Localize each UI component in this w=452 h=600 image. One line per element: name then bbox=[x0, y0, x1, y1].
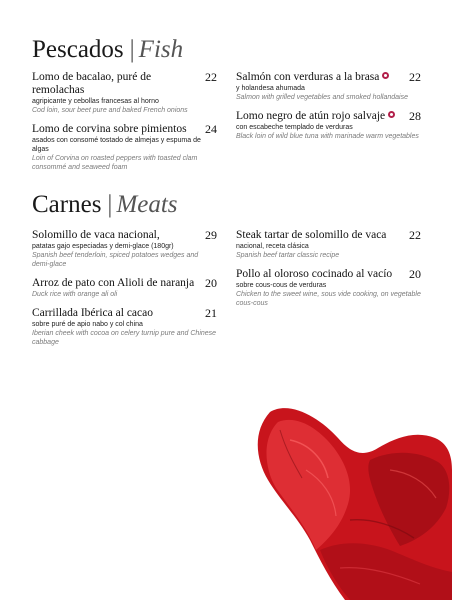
dish-price: 22 bbox=[409, 70, 421, 84]
meats-left-column bbox=[32, 229, 217, 355]
menu-item bbox=[236, 268, 421, 308]
dish-price: 29 bbox=[205, 228, 217, 242]
dish-translation: Iberian cheek with cocoa on celery turnip pure and Chinese cabbage bbox=[32, 330, 217, 346]
section-title-en: Meats bbox=[116, 191, 178, 218]
dish-name: Pollo al oloroso cocinado al vacío bbox=[236, 268, 393, 280]
section-title-meats bbox=[32, 191, 178, 219]
dish-description: y holandesa ahumada bbox=[236, 85, 305, 92]
menu-item bbox=[32, 71, 217, 115]
section-title-en: Fish bbox=[138, 36, 184, 63]
dish-translation: Chicken to the sweet wine, sous vide cooking, on vegetable cous-cous bbox=[236, 291, 421, 307]
dish-price: 20 bbox=[205, 276, 217, 290]
title-separator: | bbox=[129, 36, 135, 63]
dish-name: Solomillo de vaca nacional, bbox=[32, 229, 160, 241]
dish-name: Lomo de corvina sobre pimientos bbox=[32, 123, 187, 135]
meats-right-column bbox=[236, 229, 421, 316]
dish-translation: Salmon with grilled vegetables and smoked hollandaise bbox=[236, 94, 408, 101]
fish-right-column bbox=[236, 71, 421, 149]
menu-item bbox=[32, 277, 217, 299]
dish-translation: Spanish beef tenderloin, spiced potatoes wedges and demi-glace bbox=[32, 252, 199, 268]
section-title-es: Pescados bbox=[32, 36, 124, 63]
house-special-icon bbox=[388, 111, 395, 118]
dish-price: 21 bbox=[205, 306, 217, 320]
dish-name: Arroz de pato con Alioli de naranja bbox=[32, 277, 195, 289]
dish-translation: Black loin of wild blue tuna with marinade warm vegetables bbox=[236, 133, 419, 140]
section-title-fish bbox=[32, 36, 183, 64]
menu-item bbox=[32, 229, 217, 269]
dish-name-text: Lomo negro de atún rojo salvaje bbox=[236, 110, 386, 122]
dish-price: 20 bbox=[409, 267, 421, 281]
dish-description: sobre cous-cous de verduras bbox=[236, 282, 327, 289]
menu-item bbox=[32, 307, 217, 347]
dish-description: asados con consomé tostado de almejas y espuma de algas bbox=[32, 137, 201, 153]
dish-description: patatas gajo especiadas y demi-glace (180gr) bbox=[32, 243, 174, 250]
section-title-es: Carnes bbox=[32, 191, 102, 218]
house-special-icon bbox=[382, 72, 389, 79]
fish-left-column bbox=[32, 71, 217, 180]
dish-description: sobre puré de apio nabo y col china bbox=[32, 321, 143, 328]
dish-name-text: Salmón con verduras a la brasa bbox=[236, 71, 380, 83]
menu-item bbox=[236, 110, 421, 141]
dish-name bbox=[236, 71, 421, 84]
dish-name: Carrillada Ibérica al cacao bbox=[32, 307, 153, 319]
menu-item bbox=[236, 229, 421, 260]
dish-name: Lomo de bacalao, puré de remolachas bbox=[32, 71, 152, 96]
dish-description: nacional, receta clásica bbox=[236, 243, 309, 250]
dish-translation: Loin of Corvina on roasted peppers with toasted clam consommé and seaweed foam bbox=[32, 155, 198, 171]
dish-price: 28 bbox=[409, 109, 421, 123]
dish-price: 22 bbox=[205, 70, 217, 84]
dish-description: agripicante y cebollas francesas al horno bbox=[32, 98, 159, 105]
dish-price: 24 bbox=[205, 122, 217, 136]
dish-name: Steak tartar de solomillo de vaca bbox=[236, 229, 387, 241]
dish-translation: Spanish beef tartar classic recipe bbox=[236, 252, 340, 259]
dish-price: 22 bbox=[409, 228, 421, 242]
dish-translation: Duck rice with orange ali oli bbox=[32, 291, 118, 298]
dish-description: con escabeche templado de verduras bbox=[236, 124, 353, 131]
red-flower-illustration bbox=[250, 400, 452, 600]
dish-translation: Cod loin, sour beet pure and baked French onions bbox=[32, 107, 188, 114]
dish-name bbox=[236, 110, 421, 123]
menu-item bbox=[32, 123, 217, 172]
title-separator: | bbox=[107, 191, 113, 218]
menu-item bbox=[236, 71, 421, 102]
